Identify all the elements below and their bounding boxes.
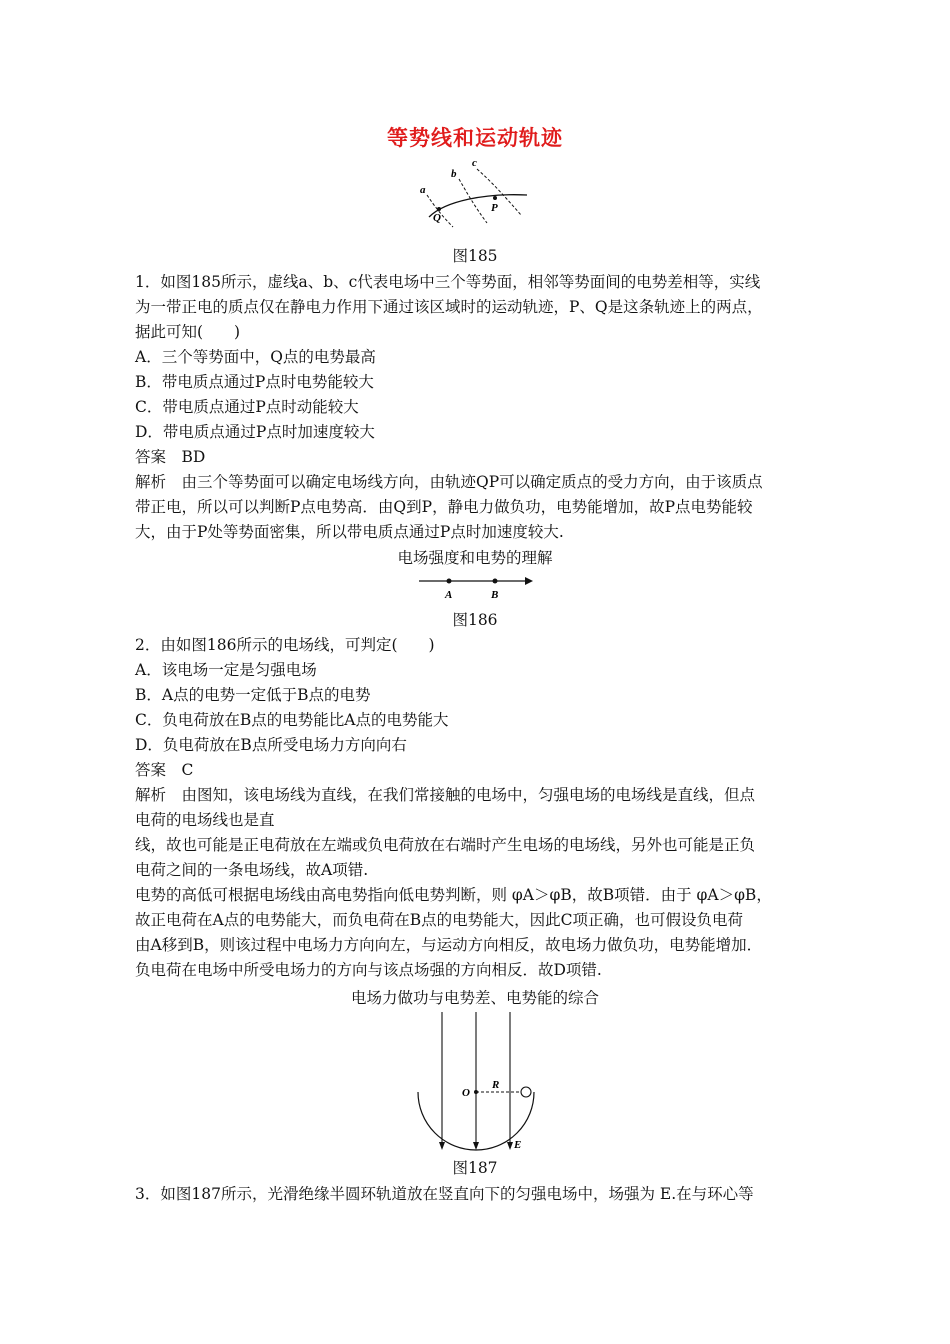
q1-stem-line-3: 据此可知( ) (135, 323, 241, 341)
q1-answer: 答案 BD (135, 448, 206, 466)
label-c: c (472, 157, 477, 169)
q2-analysis-line-6: 故正电荷在A点的电势能大，而负电荷在B点的电势能大，因此C项正确，也可假设负电荷 (135, 911, 743, 929)
q2-analysis-line-4: 电荷之间的一条电场线，故A项错. (135, 861, 369, 879)
q2-option-a: A．该电场一定是匀强电场 (135, 661, 317, 679)
q1-option-d: D．带电质点通过P点时加速度较大 (135, 423, 375, 441)
q2-analysis-line-8: 负电荷在电场中所受电场力的方向与该点场强的方向相反．故D项错. (135, 961, 602, 979)
q2-analysis-line-3: 线，故也可能是正电荷放在左端或负电荷放在右端时产生电场的电场线，另外也可能是正负 (135, 836, 756, 854)
figure-186-caption: 图186 (452, 611, 498, 629)
q2-analysis-line-7: 由A移到B，则该过程中电场力方向向左，与运动方向相反，故电场力做负功，电势能增加． (135, 936, 763, 954)
q1-stem-line-2: 为一带正电的质点仅在静电力作用下通过该区域时的运动轨迹，P、Q是这条轨迹上的两点， (135, 298, 763, 316)
q2-answer: 答案 C (135, 761, 194, 779)
q1-option-b: B．带电质点通过P点时电势能较大 (135, 373, 374, 391)
section-heading-3: 电场力做功与电势差、电势能的综合 (350, 989, 599, 1007)
figure-187-caption: 图187 (452, 1159, 498, 1177)
label-p: P (491, 202, 498, 214)
figure-187-diagram (410, 1012, 550, 1154)
q2-stem: 2．由如图186所示的电场线，可判定( ) (135, 636, 435, 654)
label-q: Q (433, 212, 441, 224)
q1-analysis-line-1: 解析 由三个等势面可以确定电场线方向，由轨迹QP可以确定质点的受力方向，由于该质点 (135, 473, 763, 491)
label-a-point: A (445, 589, 453, 601)
q1-stem-line-1: 1．如图185所示，虚线a、b、c代表电场中三个等势面，相邻等势面间的电势差相等，实线 (135, 273, 761, 291)
label-e: E (514, 1139, 522, 1151)
q1-analysis-line-3: 大，由于P处等势面密集，所以带电质点通过P点时加速度较大. (135, 523, 564, 541)
figure-185-diagram (415, 155, 535, 230)
q1-option-a: A．三个等势面中，Q点的电势最高 (135, 348, 376, 366)
label-a: a (420, 184, 426, 196)
q2-analysis-line-5: 电势的高低可根据电场线由高电势指向低电势判断，则 φA＞φB，故B项错．由于 φA＞φB， (135, 886, 772, 904)
label-b: b (451, 168, 457, 180)
q2-option-b: B．A点的电势一定低于B点的电势 (135, 686, 371, 704)
q2-option-d: D．负电荷放在B点所受电场力方向向右 (135, 736, 407, 754)
section-heading-2: 电场强度和电势的理解 (397, 549, 553, 567)
q1-analysis-line-2: 带正电，所以可以判断P点电势高．由Q到P，静电力做负功，电势能增加，故P点电势能较 (135, 498, 753, 516)
q2-analysis-line-1: 解析 由图知，该电场线为直线，在我们常接触的电场中，匀强电场的电场线是直线，但点 (135, 786, 756, 804)
figure-185-caption: 图185 (452, 247, 498, 265)
label-o: O (462, 1087, 470, 1099)
page-title: 等势线和运动轨迹 (387, 126, 563, 150)
figure-186-diagram (415, 572, 535, 602)
q1-option-c: C．带电质点通过P点时动能较大 (135, 398, 359, 416)
q3-stem: 3．如图187所示，光滑绝缘半圆环轨道放在竖直向下的匀强电场中，场强为 E.在与环心等 (135, 1185, 754, 1203)
label-b-point: B (491, 589, 499, 601)
q2-option-c: C．负电荷放在B点的电势能比A点的电势能大 (135, 711, 449, 729)
q2-analysis-line-2: 电荷的电场线也是直 (135, 811, 275, 829)
label-r: R (492, 1079, 500, 1091)
